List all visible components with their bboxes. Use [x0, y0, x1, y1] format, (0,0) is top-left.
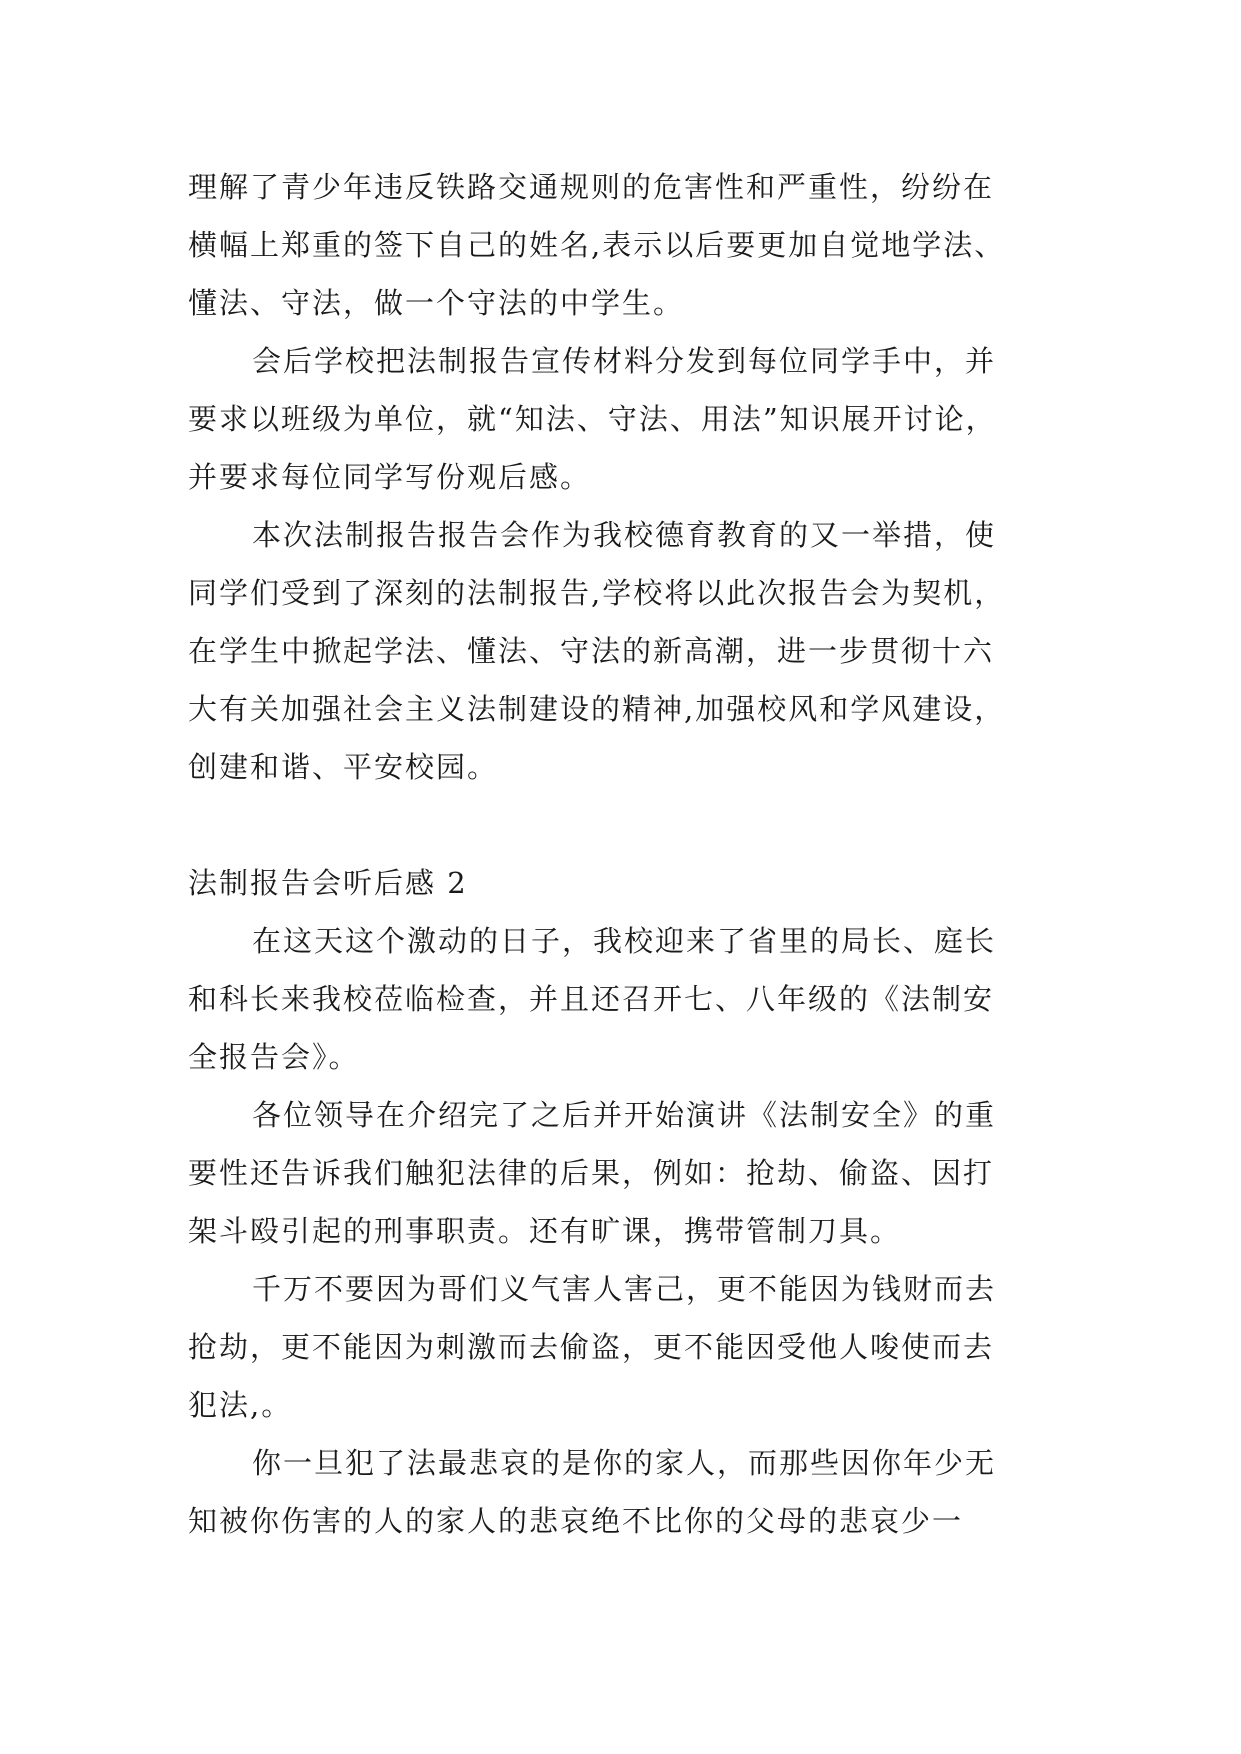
paragraph-line: 和科长来我校莅临检查，并且还召开七、八年级的《法制安 — [188, 982, 995, 1016]
paragraph-line: 并要求每位同学写份观后感。 — [188, 460, 592, 494]
paragraph-line: 创建和谐、平安校园。 — [188, 750, 499, 784]
document-body — [188, 158, 1068, 1550]
paragraph-line: 你一旦犯了法最悲哀的是你的家人，而那些因你年少无 — [252, 1446, 997, 1480]
paragraph-line: 懂法、守法，做一个守法的中学生。 — [188, 286, 685, 320]
paragraph-line: 全报告会》。 — [188, 1040, 360, 1074]
paragraph-line: 各位领导在介绍完了之后并开始演讲《法制安全》的重 — [252, 1098, 997, 1132]
paragraph-line: 横幅上郑重的签下自己的姓名,表示以后要更加自觉地学法、 — [188, 228, 1006, 262]
paragraph-line: 大有关加强社会主义法制建设的精神,加强校风和学风建设， — [188, 692, 1006, 726]
paragraph-line: 犯法,。 — [188, 1388, 293, 1422]
paragraph-line: 知被你伤害的人的家人的悲哀绝不比你的父母的悲哀少一 — [188, 1504, 964, 1538]
paragraph-line: 要求以班级为单位，就“知法、守法、用法”知识展开讨论， — [188, 402, 997, 436]
paragraph-line: 抢劫，更不能因为刺激而去偷盗，更不能因受他人唆使而去 — [188, 1330, 995, 1364]
paragraph-line: 理解了青少年违反铁路交通规则的危害性和严重性，纷纷在 — [188, 170, 995, 204]
paragraph-line: 千万不要因为哥们义气害人害己，更不能因为钱财而去 — [252, 1272, 997, 1306]
paragraph-line: 要性还告诉我们触犯法律的后果，例如：抢劫、偷盗、因打 — [188, 1156, 995, 1190]
paragraph-line: 架斗殴引起的刑事职责。还有旷课，携带管制刀具。 — [188, 1214, 902, 1248]
paragraph-spacer — [188, 796, 1068, 854]
paragraph-line: 在这天这个激动的日子，我校迎来了省里的局长、庭长 — [252, 924, 997, 958]
paragraph-line: 会后学校把法制报告宣传材料分发到每位同学手中，并 — [252, 344, 997, 378]
paragraph-line: 在学生中掀起学法、懂法、守法的新高潮，进一步贯彻十六 — [188, 634, 995, 668]
paragraph-line: 同学们受到了深刻的法制报告,学校将以此次报告会为契机， — [188, 576, 1006, 610]
section-heading: 法制报告会听后感 2 — [188, 866, 468, 900]
paragraph-line: 本次法制报告报告会作为我校德育教育的又一举措，使 — [252, 518, 997, 552]
